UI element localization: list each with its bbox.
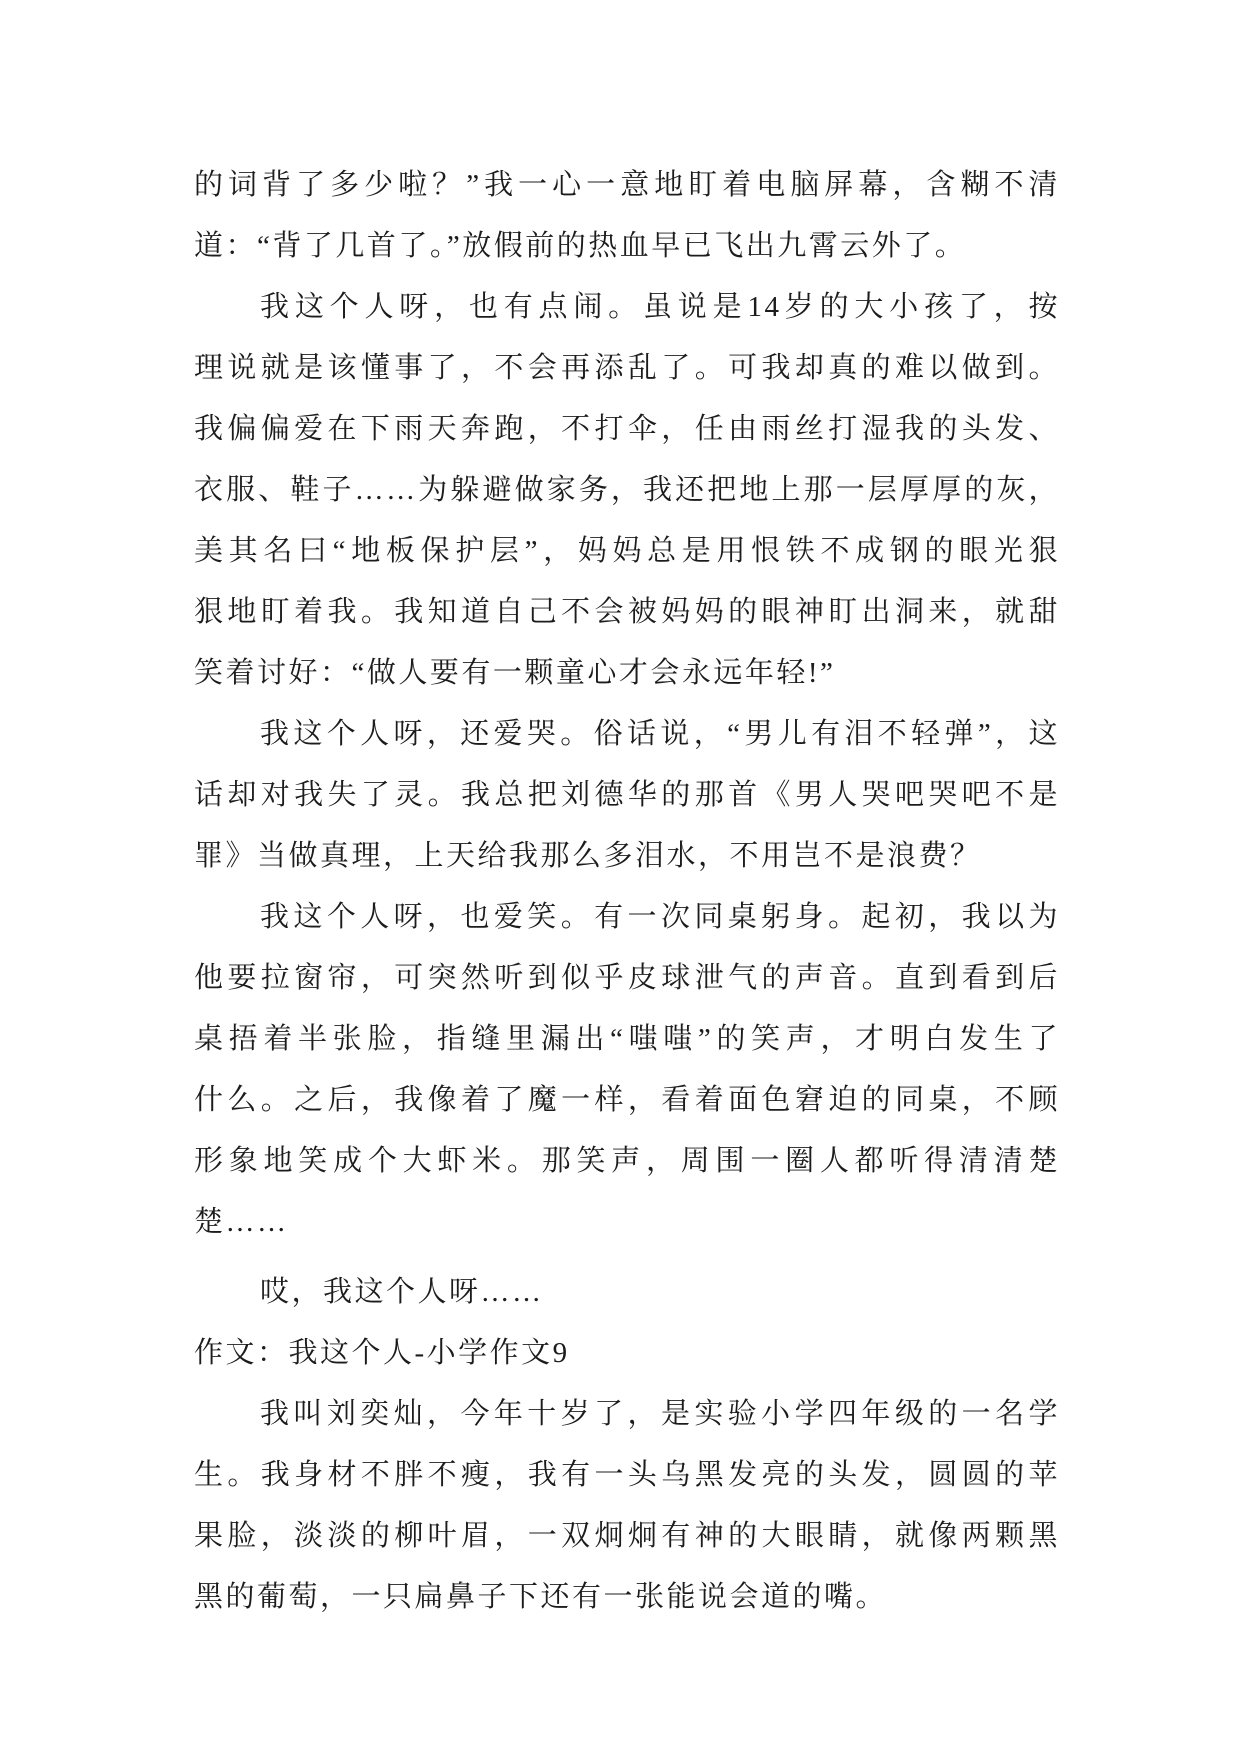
text-line: 桌捂着半张脸，指缝里漏出“嗤嗤”的笑声，才明白发生了 [194,1023,1060,1055]
text-line: 美其名曰“地板保护层”，妈妈总是用恨铁不成钢的眼光狠 [194,535,1060,567]
text-line: 果脸，淡淡的柳叶眉，一双炯炯有神的大眼睛，就像两颗黑 [194,1520,1060,1552]
paragraph [194,887,1060,1253]
text-line: 衣服、鞋子……为躲避做家务，我还把地上那一层厚厚的灰， [194,474,1060,506]
text-line: 理说就是该懂事了，不会再添乱了。可我却真的难以做到。 [194,352,1060,384]
text-line: 楚…… [194,1206,289,1238]
text-line: 笑着讨好：“做人要有一颗童心才会永远年轻!” [194,657,836,689]
text-line: 我偏偏爱在下雨天奔跑，不打伞，任由雨丝打湿我的头发、 [194,413,1060,445]
text-line: 我这个人呀，还爱哭。俗话说，“男儿有泪不轻弹”，这 [260,718,1060,750]
essay-title: 作文：我这个人-小学作文9 [194,1337,570,1369]
text-line: 他要拉窗帘，可突然听到似乎皮球泄气的声音。直到看到后 [194,962,1060,994]
text-line: 生。我身材不胖不瘦，我有一头乌黑发亮的头发，圆圆的苹 [194,1459,1060,1491]
paragraph [194,1262,1060,1323]
text-line: 黑的葡萄，一只扁鼻子下还有一张能说会道的嘴。 [194,1581,888,1613]
text-line: 我叫刘奕灿，今年十岁了，是实验小学四年级的一名学 [260,1398,1060,1430]
paragraph [194,155,1060,277]
text-line: 话却对我失了灵。我总把刘德华的那首《男人哭吧哭吧不是 [194,779,1060,811]
paragraph [194,1384,1060,1628]
text-line: 狠地盯着我。我知道自己不会被妈妈的眼神盯出洞来，就甜 [194,596,1060,628]
text-line: 我这个人呀，也有点闹。虽说是14岁的大小孩了，按 [260,291,1060,323]
text-line: 道：“背了几首了。”放假前的热血早已飞出九霄云外了。 [194,230,967,262]
text-line: 哎，我这个人呀…… [260,1276,544,1308]
text-line: 的词背了多少啦？”我一心一意地盯着电脑屏幕，含糊不清 [194,169,1060,201]
text-line: 我这个人呀，也爱笑。有一次同桌躬身。起初，我以为 [260,901,1060,933]
text-line: 什么。之后，我像着了魔一样，看着面色窘迫的同桌，不顾 [194,1084,1060,1116]
text-line: 形象地笑成个大虾米。那笑声，周围一圈人都听得清清楚 [194,1145,1060,1177]
paragraph [194,277,1060,704]
text-line: 罪》当做真理，上天给我那么多泪水，不用岂不是浪费？ [194,840,982,872]
paragraph [194,704,1060,887]
document-body [194,155,1060,1628]
